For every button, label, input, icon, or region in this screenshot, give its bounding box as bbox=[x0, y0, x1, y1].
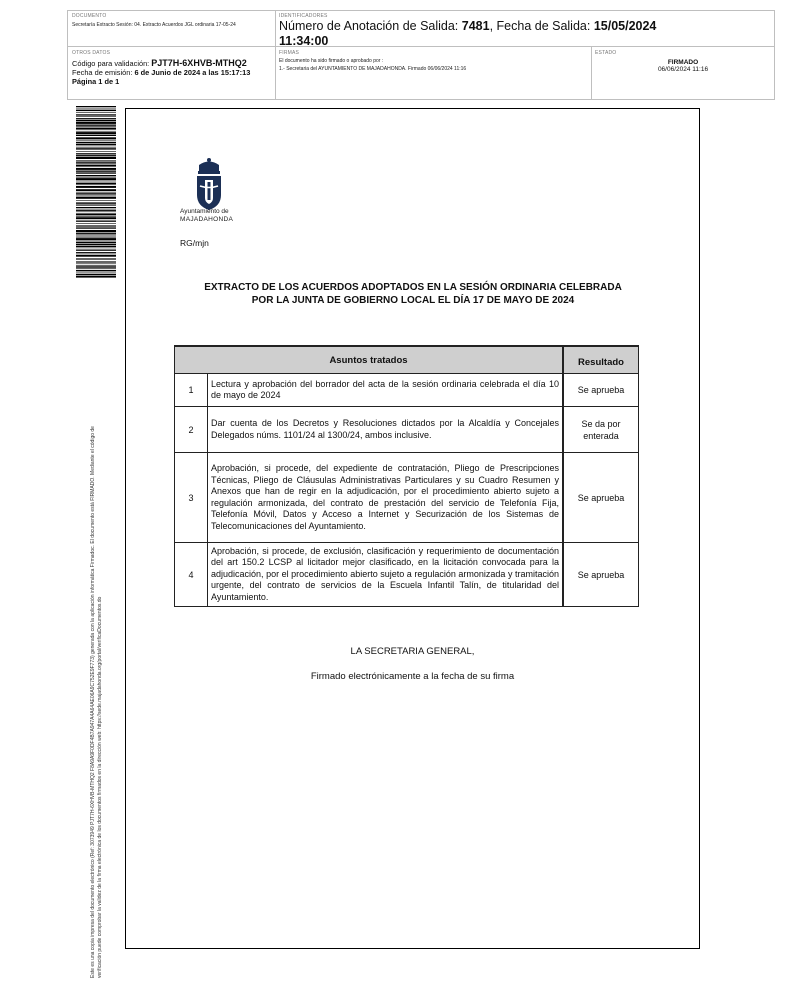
row-description: Aprobación, si procede, del expediente de contratación, Pliego de Prescripciones Técnicas, Pliego de Cláusulas Administrativas Particulares y su Cuadro Resumen y Anexos que han de regir en la adjudicación, por el procedimiento abierto sujeto a regulación armonizada, del contrato de prestación del servicio de Telefonía Fija, Telefonía Móvil, Datos y Acceso a Internet y Securización de los Sistemas de Telecomunicaciones del Ayuntamiento. bbox=[208, 453, 564, 543]
row-number: 4 bbox=[175, 543, 208, 607]
anotacion-number: 7481 bbox=[461, 19, 490, 33]
fecha-label: , Fecha de Salida: bbox=[489, 19, 594, 33]
row-number: 3 bbox=[175, 453, 208, 543]
side-text-line1: Este es una copia impresa del documento electrónico (Ref: 3073949 PJT7H-6XHVB-MTHQ2 F8A9A9F0DF4B7A947A4A64AE06A9C752E9F773) generada con la aplicación informática Firmadoc. El documento está FIRMADO. Mediante el código de bbox=[90, 426, 96, 978]
side-text-line2: verificación puede comprobar la validez de la firma electrónica de los documentos firmados en la dirección web: https://sede.majadahonda.org/portal/verificaDocumentos.do bbox=[96, 596, 103, 978]
codigo-label: Código para validación: bbox=[72, 59, 152, 68]
table-row bbox=[175, 407, 639, 453]
logo-text-line1: Ayuntamiento de bbox=[180, 208, 229, 215]
documento-text: Secretaría Extracto Sesión: 04. Extracto Acuerdos JGL ordinaria 17-05-24 bbox=[72, 22, 236, 28]
row-number: 1 bbox=[175, 374, 208, 407]
estado-value: FIRMADO bbox=[667, 59, 699, 66]
firmas-line: 1.- Secretaria del AYUNTAMIENTO DE MAJADAHONDA. Firmado 06/06/2024 11:16 bbox=[279, 66, 467, 72]
estado-caption: ESTADO bbox=[595, 50, 617, 56]
table-header-row bbox=[175, 346, 639, 374]
row-result: Se aprueba bbox=[563, 453, 639, 543]
header-resultado: Resultado bbox=[563, 346, 639, 374]
anotacion-line bbox=[279, 19, 771, 49]
document-title bbox=[166, 281, 660, 307]
documento-cell bbox=[68, 11, 275, 46]
row-description: Dar cuenta de los Decretos y Resoluciones dictados por la Alcaldía y Concejales Delegados núms. 1101/24 al 1300/24, ambos inclusive. bbox=[208, 407, 564, 453]
emision-value: 6 de Junio de 2024 a las 15:17:13 bbox=[134, 68, 251, 77]
header-asuntos: Asuntos tratados bbox=[175, 346, 564, 374]
signatory-title: LA SECRETARIA GENERAL, bbox=[350, 646, 475, 657]
fecha-date: 15/05/2024 bbox=[593, 19, 657, 33]
identificadores-caption: IDENTIFICADORES bbox=[279, 13, 328, 19]
agenda-table bbox=[174, 345, 639, 607]
title-line2: POR LA JUNTA DE GOBIERNO LOCAL EL DÍA 17 DE MAYO DE 2024 bbox=[251, 295, 575, 306]
row-result: Se aprueba bbox=[563, 543, 639, 607]
document-header bbox=[67, 10, 775, 100]
otros-caption: OTROS DATOS bbox=[72, 50, 111, 56]
estado-cell bbox=[591, 48, 775, 100]
firmas-cell bbox=[275, 48, 591, 100]
codigo-line bbox=[72, 59, 271, 68]
row-result: Se aprueba bbox=[563, 374, 639, 407]
electronic-signature-note: Firmado electrónicamente a la fecha de su firma bbox=[310, 671, 515, 682]
anotacion-label: Número de Anotación de Salida: bbox=[279, 19, 462, 33]
row-result: Se da por enterada bbox=[563, 407, 639, 453]
verification-side-text bbox=[90, 308, 103, 978]
firmas-caption: FIRMAS bbox=[279, 50, 300, 56]
documento-caption: DOCUMENTO bbox=[72, 13, 107, 19]
fecha-time: 11:34:00 bbox=[279, 34, 329, 48]
table-row bbox=[175, 543, 639, 607]
row-number: 2 bbox=[175, 407, 208, 453]
identificadores-cell bbox=[275, 11, 775, 46]
logo-text-line2: MAJADAHONDA bbox=[180, 216, 234, 223]
row-description: Aprobación, si procede, de exclusión, clasificación y requerimiento de documentación del art 150.2 LCSP al licitador mejor clasificado, en la licitación convocada para la adjudicación, por el procedimiento abierto sujeto a regulación armonizada y tramitación urgente, del contrato de servicios de la Escuela Infantil Talín, de titularidad del Ayuntamiento. bbox=[208, 543, 564, 607]
table-row bbox=[175, 453, 639, 543]
document-page bbox=[125, 108, 700, 949]
emision-label: Fecha de emisión: bbox=[72, 68, 135, 77]
pagina-indicator: Página 1 de 1 bbox=[72, 77, 120, 86]
barcode bbox=[76, 106, 116, 278]
table-row bbox=[175, 374, 639, 407]
reference-code: RG/mjn bbox=[180, 238, 209, 248]
codigo-value: PJT7H-6XHVB-MTHQ2 bbox=[151, 58, 247, 68]
title-line1: EXTRACTO DE LOS ACUERDOS ADOPTADOS EN LA SESIÓN ORDINARIA CELEBRADA bbox=[204, 282, 622, 293]
estado-date: 06/06/2024 11:16 bbox=[657, 66, 709, 73]
otros-datos-cell bbox=[68, 48, 275, 100]
firmas-intro: El documento ha sido firmado o aprobado por : bbox=[279, 58, 384, 64]
row-description: Lectura y aprobación del borrador del acta de la sesión ordinaria celebrada el día 10 de mayo de 2024 bbox=[208, 374, 564, 407]
emision-line bbox=[72, 68, 271, 77]
